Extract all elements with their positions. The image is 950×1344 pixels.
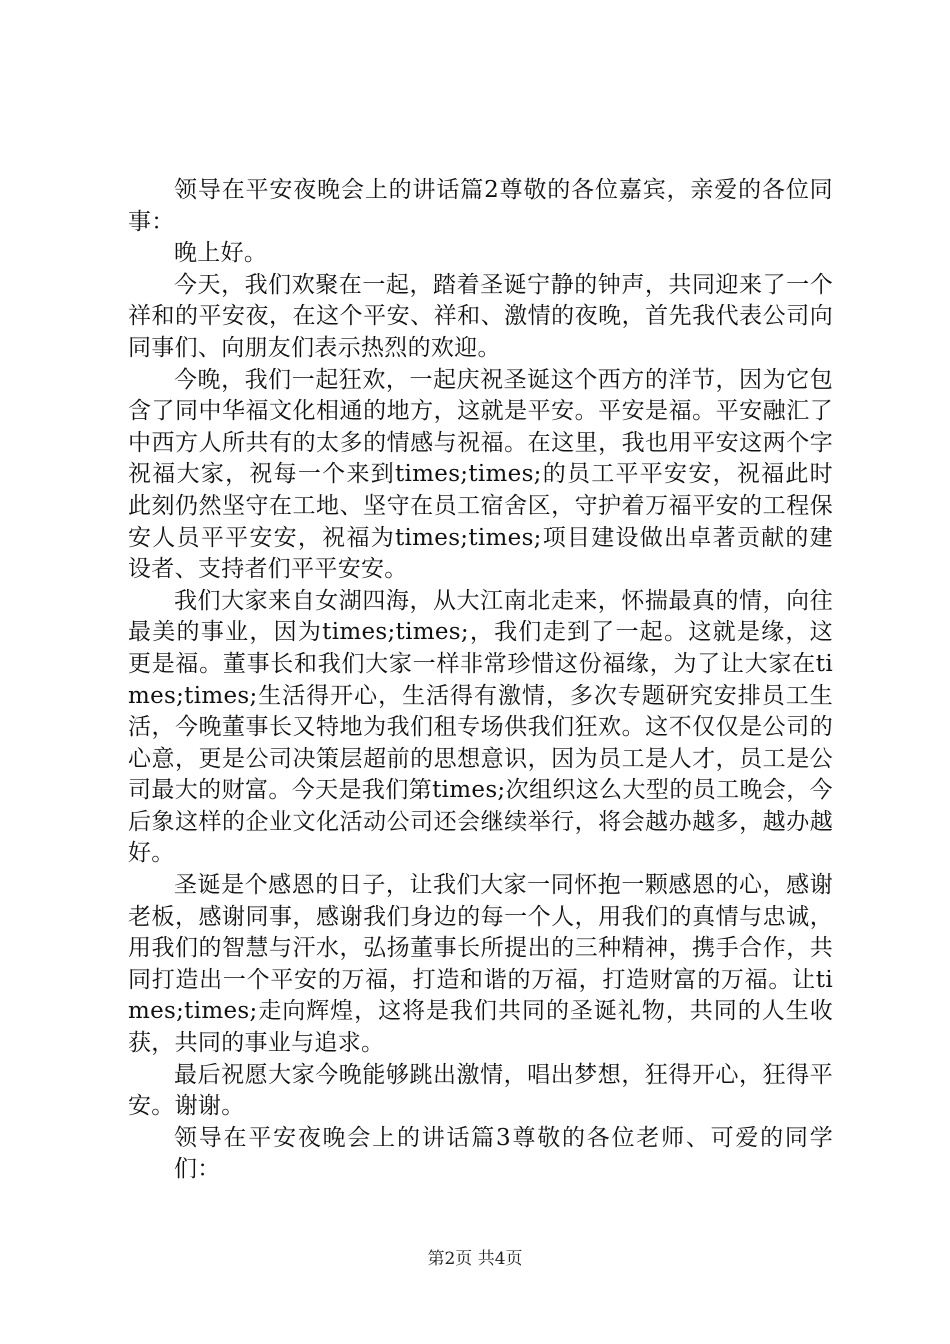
- paragraph-welcome: 今天，我们欢聚在一起，踏着圣诞宁静的钟声，共同迎来了一个祥和的平安夜，在这个平安、祥和、激情的夜晚，首先我代表公司向同事们、向朋友们表示热烈的欢迎。: [128, 271, 833, 361]
- paragraph-blessing: 今晚，我们一起狂欢，一起庆祝圣诞这个西方的洋节，因为它包含了同中华福文化相通的地方，这就是平安。平安是福。平安融汇了中西方人所共有的太多的情感与祝福。在这里，我也用平安这两个字祝福大家，祝每一个来到times;times;的员工平平安安，祝福此时此刻仍然坚守在工地、坚守在员工宿舍区，守护着万福平安的工程保安人员平平安安，祝福为times;times;项目建设做出卓著贡献的建设者、支持者们平平安安。: [128, 366, 833, 583]
- paragraph-gratitude: 圣诞是个感恩的日子，让我们大家一同怀抱一颗感恩的心，感谢老板，感谢同事，感谢我们身边的每一个人，用我们的真情与忠诚，用我们的智慧与汗水，弘扬董事长所提出的三种精神，携手合作，共同打造出一个平安的万福，打造和谐的万福，打造财富的万福。让times;times;走向辉煌，这将是我们共同的圣诞礼物，共同的人生收获，共同的事业与追求。: [128, 872, 833, 1057]
- paragraph-heading-3: 领导在平安夜晚会上的讲话篇3尊敬的各位老师、可爱的同学们：: [174, 1124, 833, 1183]
- page-number-footer: 第2页 共4页: [427, 1249, 523, 1269]
- paragraph-greeting: 晚上好。: [174, 240, 268, 267]
- paragraph-closing: 最后祝愿大家今晚能够跳出激情，唱出梦想，狂得开心，狂得平安。谢谢。: [128, 1061, 833, 1120]
- document-body: [128, 175, 833, 1186]
- paragraph-heading-2: 领导在平安夜晚会上的讲话篇2尊敬的各位嘉宾，亲爱的各位同事：: [128, 177, 833, 235]
- paragraph-fate: 我们大家来自女湖四海，从大江南北走来，怀揣最真的情，向往最美的事业，因为times;times;，我们走到了一起。这就是缘，这更是福。董事长和我们大家一样非常珍惜这份福缘，为了让大家在times;times;生活得开心，生活得有激情，多次专题研究安排员工生活，今晚董事长又特地为我们租专场供我们狂欢。这不仅仅是公司的心意，更是公司决策层超前的思想意识，因为员工是人才，员工是公司最大的财富。今天是我们第times;次组织这么大型的员工晚会，今后象这样的企业文化活动公司还会继续举行，将会越办越多，越办越好。: [128, 587, 833, 867]
